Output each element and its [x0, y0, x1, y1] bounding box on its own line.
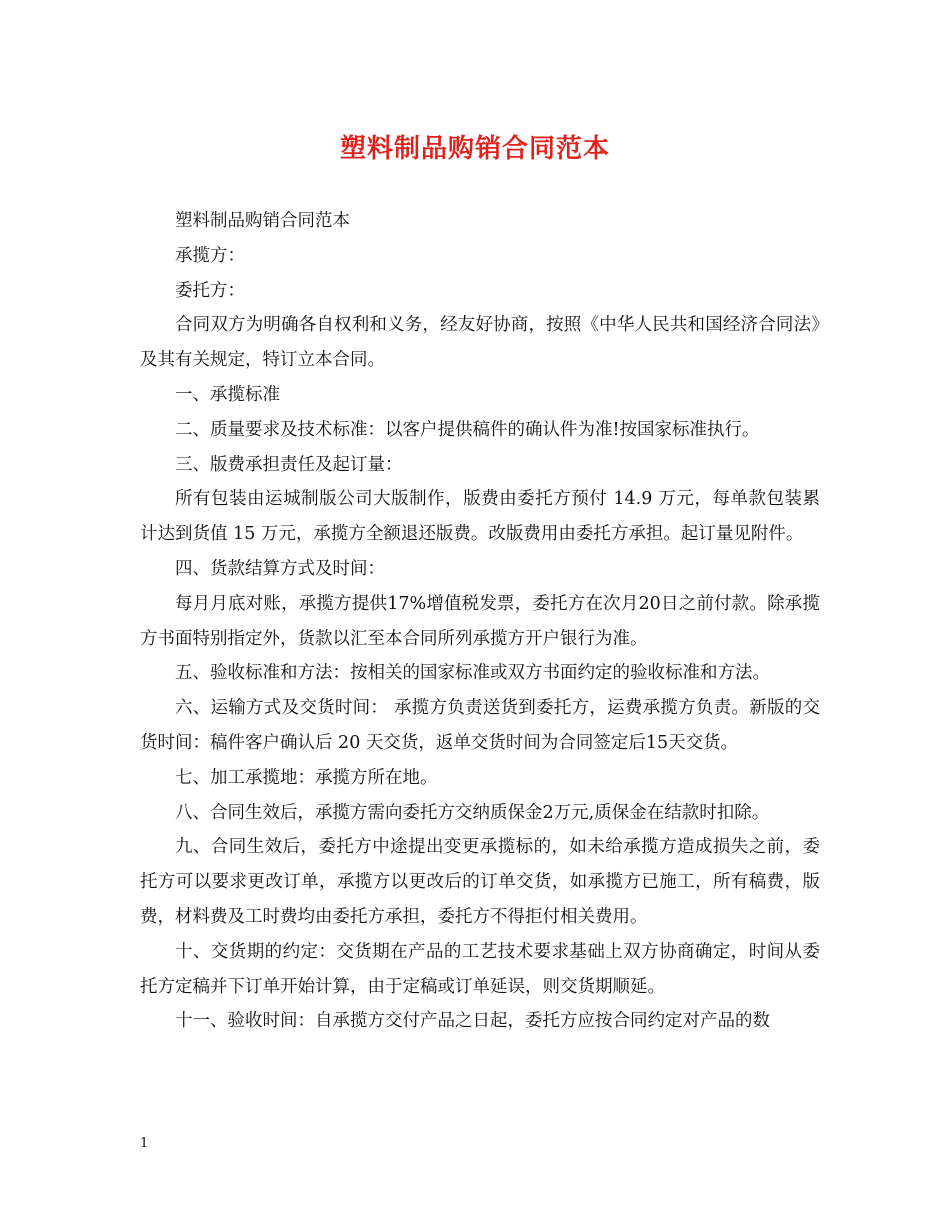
- body-paragraph: 三、版费承担责任及起订量：: [175, 454, 403, 475]
- page-number: 1: [140, 1136, 149, 1151]
- body-paragraph: 二、质量要求及技术标准：以客户提供稿件的确认件为准!按国家标准执行。: [175, 419, 760, 440]
- body-paragraph: 委托方：: [175, 280, 245, 301]
- body-paragraph: 七、加工承揽地：承揽方所在地。: [175, 767, 438, 788]
- body-paragraph: 所有包装由运城制版公司大版制作，版费由委托方预付 14.9 万元，每单款包装累计达到货值 15 万元，承揽方全额退还版费。改版费用由委托方承担。起订量见附件。: [140, 489, 820, 545]
- body-paragraph: 塑料制品购销合同范本: [175, 211, 350, 231]
- body-paragraph: 八、合同生效后，承揽方需向委托方交纳质保金2万元,质保金在结款时扣除。: [175, 802, 770, 823]
- body-paragraph: 四、货款结算方式及时间：: [175, 558, 385, 579]
- body-paragraph: 五、验收标准和方法：按相关的国家标准或双方书面约定的验收标准和方法。: [175, 663, 770, 684]
- body-paragraph: 十、交货期的约定：交货期在产品的工艺技术要求基础上双方协商确定，时间从委托方定稿并下订单开始计算，由于定稿或订单延误，则交货期顺延。: [140, 941, 820, 997]
- body-paragraph: 九、合同生效后，委托方中途提出变更承揽标的，如未给承揽方造成损失之前，委托方可以要求更改订单，承揽方以更改后的订单交货，如承揽方已施工，所有稿费，版费，材料费及工时费均由委托方承担，委托方不得拒付相关费用。: [140, 837, 820, 927]
- body-paragraph: 合同双方为明确各自权利和义务，经友好协商，按照《中华人民共和国经济合同法》及其有关规定，特订立本合同。: [140, 315, 820, 371]
- document-body: [140, 204, 820, 1039]
- body-paragraph: 一、承揽标准: [175, 384, 280, 405]
- body-paragraph: 十一、验收时间：自承揽方交付产品之日起，委托方应按合同约定对产品的数: [175, 1011, 770, 1032]
- body-paragraph: 每月月底对账，承揽方提供17%增值税发票，委托方在次月20日之前付款。除承揽方书面特别指定外，货款以汇至本合同所列承揽方开户银行为准。: [140, 593, 820, 649]
- document-title: 塑料制品购销合同范本: [339, 134, 610, 164]
- body-paragraph: 承揽方：: [175, 245, 245, 266]
- body-paragraph: 六、运输方式及交货时间： 承揽方负责送货到委托方，运费承揽方负责。新版的交货时间：稿件客户确认后 20 天交货，返单交货时间为合同签定后15天交货。: [140, 698, 820, 753]
